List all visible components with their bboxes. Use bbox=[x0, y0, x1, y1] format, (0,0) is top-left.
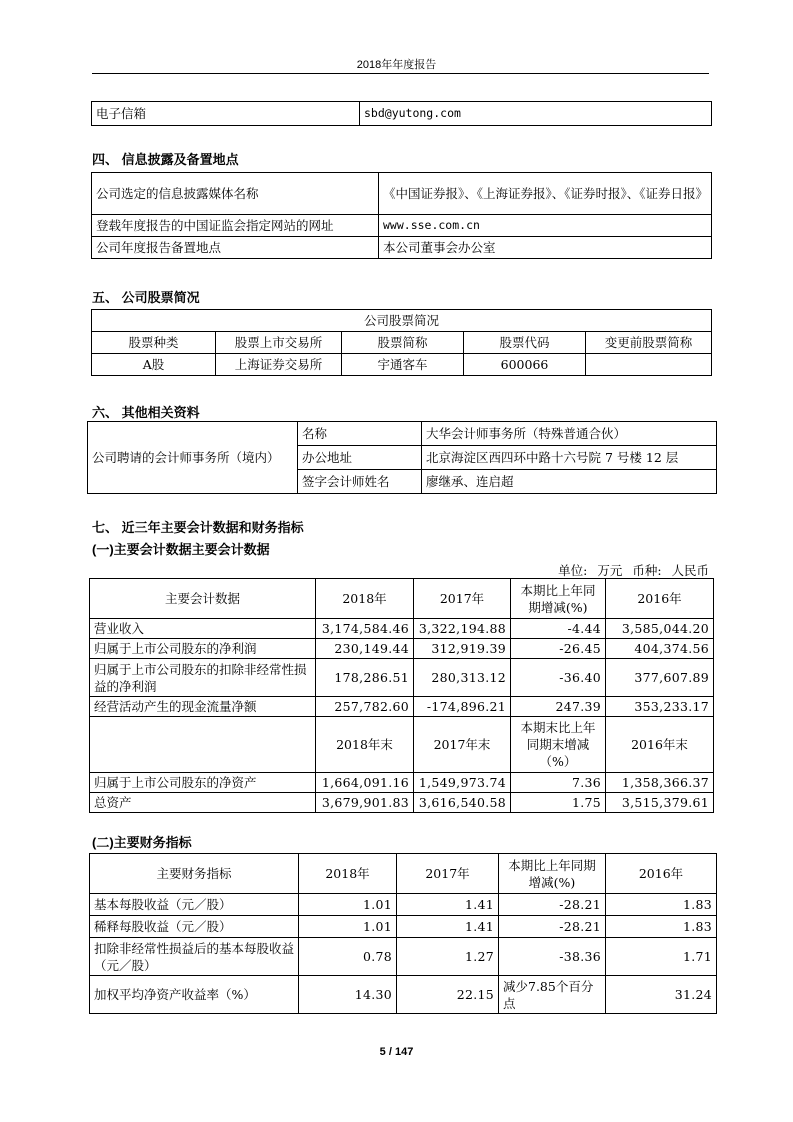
stock-exchange: 上海证券交易所 bbox=[216, 354, 342, 376]
t1-header: 2016年 bbox=[606, 579, 714, 619]
t2-header: 本期比上年同期增减(%) bbox=[499, 854, 606, 894]
page-number: 5 / 147 bbox=[379, 1046, 414, 1058]
t1-cell: 377,607.89 bbox=[606, 659, 714, 697]
t1-cell: 230,149.44 bbox=[316, 639, 414, 659]
stock-table-title: 公司股票简况 bbox=[92, 310, 712, 332]
email-label: 电子信箱 bbox=[92, 102, 360, 126]
auditor-table bbox=[87, 421, 717, 494]
t1-cell: 280,313.12 bbox=[414, 659, 511, 697]
auditor-signers-label: 签字会计师姓名 bbox=[298, 470, 422, 494]
t2-cell: 1.27 bbox=[397, 938, 499, 976]
t2-cell: -28.21 bbox=[499, 894, 606, 916]
t1-cell: 257,782.60 bbox=[316, 697, 414, 717]
t1-cell: 3,515,379.61 bbox=[606, 793, 714, 813]
t1-header: 2018年 bbox=[316, 579, 414, 619]
t1-row-label: 归属于上市公司股东的扣除非经常性损益的净利润 bbox=[90, 659, 316, 697]
t1-cell: 3,322,194.88 bbox=[414, 619, 511, 639]
accounting-data-table bbox=[89, 578, 714, 813]
t2-cell: 1.41 bbox=[397, 894, 499, 916]
t2-header: 主要财务指标 bbox=[90, 854, 299, 894]
auditor-name-label: 名称 bbox=[298, 422, 422, 446]
t2-cell: -38.36 bbox=[499, 938, 606, 976]
t1-cell: 1,358,366.37 bbox=[606, 773, 714, 793]
t2-header: 2016年 bbox=[606, 854, 717, 894]
stock-header: 股票代码 bbox=[464, 332, 586, 354]
disclosure-table bbox=[91, 172, 712, 259]
t2-cell: 1.83 bbox=[606, 916, 717, 938]
t1-row-label: 总资产 bbox=[90, 793, 316, 813]
t2-cell: 22.15 bbox=[397, 976, 499, 1014]
t1-cell: 1,664,091.16 bbox=[316, 773, 414, 793]
section4-heading: 四、 信息披露及备置地点 bbox=[92, 152, 239, 167]
stock-code: 600066 bbox=[464, 354, 586, 376]
t1-header2: 本期末比上年同期末增减（%） bbox=[511, 717, 606, 773]
stock-header: 股票简称 bbox=[342, 332, 464, 354]
t1-cell: -26.45 bbox=[511, 639, 606, 659]
t2-cell: 0.78 bbox=[299, 938, 397, 976]
section5-heading: 五、 公司股票简况 bbox=[92, 290, 200, 305]
t1-cell: 178,286.51 bbox=[316, 659, 414, 697]
disclosure-media-label: 公司选定的信息披露媒体名称 bbox=[92, 173, 379, 215]
page-header-title: 2018年年度报告 bbox=[356, 59, 437, 71]
header-rule bbox=[92, 73, 709, 74]
t2-header: 2017年 bbox=[397, 854, 499, 894]
stock-header: 股票上市交易所 bbox=[216, 332, 342, 354]
t1-cell: 247.39 bbox=[511, 697, 606, 717]
auditor-address-label: 办公地址 bbox=[298, 446, 422, 470]
t2-cell: 1.01 bbox=[299, 894, 397, 916]
t1-header: 本期比上年同期增减(%) bbox=[511, 579, 606, 619]
financial-indicators-subheading: (二)主要财务指标 bbox=[92, 835, 192, 850]
t1-cell: 3,616,540.58 bbox=[414, 793, 511, 813]
t2-cell: 14.30 bbox=[299, 976, 397, 1014]
t1-header: 主要会计数据 bbox=[90, 579, 316, 619]
t2-cell: 1.41 bbox=[397, 916, 499, 938]
unit-note: 单位: 万元 币种: 人民币 bbox=[558, 563, 709, 578]
website-value: www.sse.com.cn bbox=[379, 215, 712, 237]
section7-heading: 七、 近三年主要会计数据和财务指标 bbox=[92, 520, 304, 535]
website-label: 登载年度报告的中国证监会指定网站的网址 bbox=[92, 215, 379, 237]
t2-cell: 1.01 bbox=[299, 916, 397, 938]
financial-indicators-table bbox=[89, 853, 717, 1014]
t2-row-label: 扣除非经常性损益后的基本每股收益（元／股） bbox=[90, 938, 299, 976]
t1-header: 2017年 bbox=[414, 579, 511, 619]
auditor-address-value: 北京海淀区西四环中路十六号院 7 号楼 12 层 bbox=[422, 446, 717, 470]
former-short-name bbox=[586, 354, 712, 376]
t1-cell: 3,585,044.20 bbox=[606, 619, 714, 639]
t2-cell: -28.21 bbox=[499, 916, 606, 938]
t1-cell: 3,174,584.46 bbox=[316, 619, 414, 639]
disclosure-media-value: 《中国证券报》、《上海证券报》、《证券时报》、《证券日报》 bbox=[379, 173, 712, 215]
report-location-value: 本公司董事会办公室 bbox=[379, 237, 712, 259]
auditor-name-value: 大华会计师事务所（特殊普通合伙） bbox=[422, 422, 717, 446]
t1-cell: 404,374.56 bbox=[606, 639, 714, 659]
t2-row-label: 稀释每股收益（元／股） bbox=[90, 916, 299, 938]
t1-row-label: 经营活动产生的现金流量净额 bbox=[90, 697, 316, 717]
t1-row-label: 归属于上市公司股东的净资产 bbox=[90, 773, 316, 793]
stock-short-name: 宇通客车 bbox=[342, 354, 464, 376]
t2-header: 2018年 bbox=[299, 854, 397, 894]
t2-cell: 1.83 bbox=[606, 894, 717, 916]
contact-table bbox=[91, 101, 712, 126]
report-location-label: 公司年度报告备置地点 bbox=[92, 237, 379, 259]
t1-cell: 3,679,901.83 bbox=[316, 793, 414, 813]
t1-cell: 1.75 bbox=[511, 793, 606, 813]
t1-header2: 2016年末 bbox=[606, 717, 714, 773]
t2-cell: 31.24 bbox=[606, 976, 717, 1014]
t1-cell: -4.44 bbox=[511, 619, 606, 639]
section6-heading: 六、 其他相关资料 bbox=[92, 405, 200, 420]
t2-cell: 减少7.85个百分点 bbox=[499, 976, 606, 1014]
t1-cell: -36.40 bbox=[511, 659, 606, 697]
t1-cell: 312,919.39 bbox=[414, 639, 511, 659]
stock-type: A股 bbox=[92, 354, 216, 376]
t1-cell: 7.36 bbox=[511, 773, 606, 793]
t1-header2 bbox=[90, 717, 316, 773]
email-value: sbd@yutong.com bbox=[360, 102, 712, 126]
t1-cell: 1,549,973.74 bbox=[414, 773, 511, 793]
t1-cell: -174,896.21 bbox=[414, 697, 511, 717]
auditor-signers-value: 廖继承、连启超 bbox=[422, 470, 717, 494]
t1-row-label: 营业收入 bbox=[90, 619, 316, 639]
accounting-data-subheading: (一)主要会计数据主要会计数据 bbox=[92, 542, 270, 557]
stock-header: 变更前股票简称 bbox=[586, 332, 712, 354]
t2-row-label: 加权平均净资产收益率（%） bbox=[90, 976, 299, 1014]
stock-table bbox=[91, 309, 712, 376]
t1-header2: 2017年末 bbox=[414, 717, 511, 773]
t2-cell: 1.71 bbox=[606, 938, 717, 976]
auditor-label: 公司聘请的会计师事务所（境内） bbox=[88, 422, 298, 494]
stock-header: 股票种类 bbox=[92, 332, 216, 354]
t2-row-label: 基本每股收益（元／股） bbox=[90, 894, 299, 916]
t1-header2: 2018年末 bbox=[316, 717, 414, 773]
t1-cell: 353,233.17 bbox=[606, 697, 714, 717]
t1-row-label: 归属于上市公司股东的净利润 bbox=[90, 639, 316, 659]
